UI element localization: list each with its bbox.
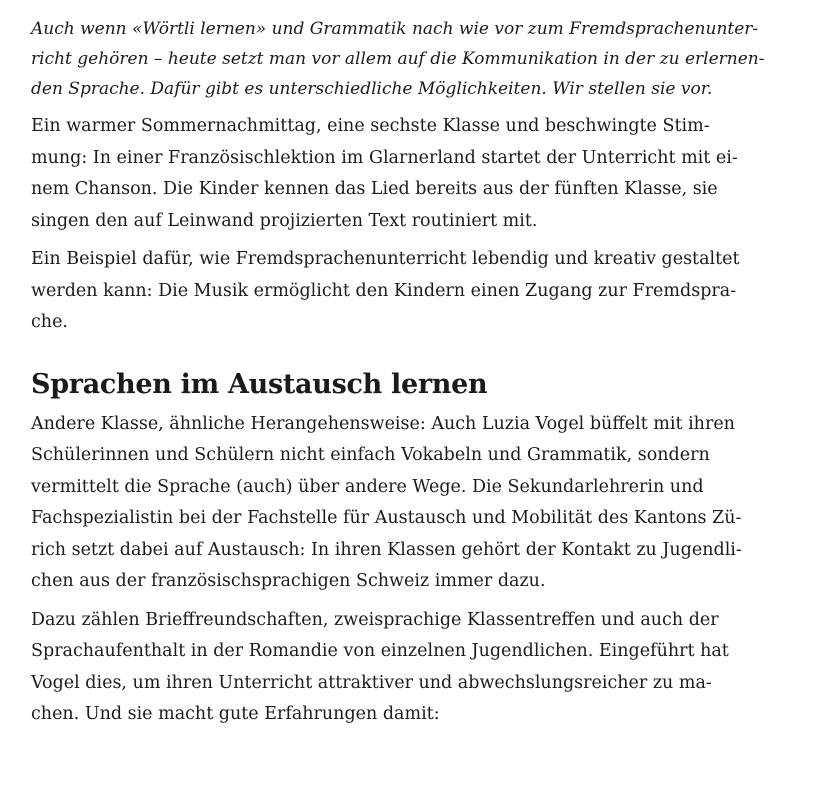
paragraph-line: chen. Und sie macht gute Erfahrungen damit:	[31, 704, 440, 724]
paragraph-line: Sprachaufenthalt in der Romandie von einzelnen Jugendlichen. Eingeführt hat	[31, 641, 729, 661]
lead-line: richt gehören – heute setzt man vor allem auf die Kommunikation in der zu erlernen-	[31, 49, 765, 69]
article-body	[31, 14, 786, 738]
paragraph-line: Fachspezialistin bei der Fachstelle für Austausch und Mobilität des Kantons Zü-	[31, 508, 742, 528]
paragraph-line: mung: In einer Französischlektion im Glarnerland startet der Unterricht mit ei-	[31, 147, 738, 168]
paragraph-3	[31, 409, 786, 598]
paragraph-line: Ein warmer Sommernachmittag, eine sechste Klasse und beschwingte Stim-	[31, 116, 710, 136]
lead-line: den Sprache. Dafür gibt es unterschiedliche Möglichkeiten. Wir stellen sie vor.	[31, 79, 713, 99]
paragraph-line: Vogel dies, um ihren Unterricht attraktiver und abwechslungsreicher zu ma-	[31, 672, 712, 693]
paragraph-line: Schülerinnen und Schülern nicht einfach Vokabeln und Grammatik, sondern	[31, 445, 710, 465]
paragraph-2	[31, 244, 786, 339]
section-heading: Sprachen im Austausch lernen	[31, 368, 488, 400]
paragraph-line: che.	[31, 312, 68, 332]
paragraph-line: nem Chanson. Die Kinder kennen das Lied bereits aus der fünften Klasse, sie	[31, 179, 718, 199]
lead-line: Auch wenn «Wörtli lernen» und Grammatik nach wie vor zum Fremdsprachenunter-	[31, 19, 759, 39]
paragraph-line: Dazu zählen Brieffreundschaften, zweisprachige Klassentreffen und auch der	[31, 609, 719, 630]
paragraph-line: singen den auf Leinwand projizierten Text routiniert mit.	[31, 210, 538, 231]
paragraph-line: werden kann: Die Musik ermöglicht den Kindern einen Zugang zur Fremdspra-	[31, 280, 737, 301]
paragraph-line: Andere Klasse, ähnliche Herangehensweise: Auch Luzia Vogel büffelt mit ihren	[31, 413, 735, 434]
paragraph-line: Ein Beispiel dafür, wie Fremdsprachenunterricht lebendig und kreativ gestaltet	[31, 249, 740, 269]
article-lead	[31, 14, 786, 104]
paragraph-line: chen aus der französischsprachigen Schweiz immer dazu.	[31, 571, 546, 591]
paragraph-1	[31, 111, 786, 237]
paragraph-line: rich setzt dabei auf Austausch: In ihren Klassen gehört der Kontakt zu Jugendli-	[31, 539, 742, 560]
paragraph-4	[31, 605, 786, 731]
paragraph-line: vermittelt die Sprache (auch) über andere Wege. Die Sekundarlehrerin und	[31, 476, 704, 497]
